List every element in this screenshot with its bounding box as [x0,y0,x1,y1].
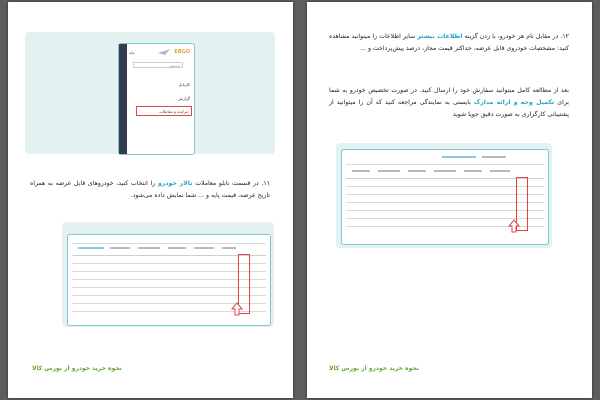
menu-item-report[interactable]: گزارش [177,96,190,101]
right-page [307,2,592,398]
step-11-pre: در قسمت تابلو معاملات [192,180,262,187]
panel-side-label: پایه [129,50,135,55]
step-12-post: سایر اطلاعات را میتوانید مشاهده کنید: مشخصات خودروی قابل عرضه، حداکثر قیمت مجاز، درصد پیش‌پرداخت و ... [329,33,569,52]
step-11-post: را انتخاب کنید، خودروهای قابل عرضه به همراه تاریخ عرضه، قیمت پایه و ... شما نمایش داده می‌شود. [30,180,270,199]
login-panel [118,43,195,155]
up-arrow-icon [231,302,243,316]
left-page [8,2,293,398]
more-info-screenshot [336,143,552,248]
menu-item-cartable[interactable]: کارتابل [178,82,190,87]
up-arrow-icon [508,219,520,233]
brand-logo: EBGO [174,49,190,55]
page-footer: نحوه خرید خودرو از بورس کالا [329,365,419,372]
step-12-number: ۱۲. [560,33,570,40]
order-pre: بعد از مطالعه کامل میتوانید سفارش خود را ارسال کنید. در صورت تخصیص خودرو به شما برای [329,87,569,106]
order-post: بایستی به نمایندگی مراجعه کنید که آن را میتوانید از پشتیبانی کارگزاری به صورت دقیق جویا شوید [329,99,569,118]
logo-bird-icon [158,49,170,55]
step-11-number: ۱۱. [261,180,270,187]
order-paragraph [329,85,569,121]
car-list-screenshot [62,222,274,327]
order-highlight: تکمیل وجه و ارائه مدارک [473,99,555,106]
search-input[interactable]: جستجو [133,62,183,68]
menu-item-auctions[interactable]: مزایده و معاملات [136,106,192,116]
step-11-paragraph [30,178,270,202]
panel-sidebar [119,44,127,154]
page-footer: نحوه خرید خودرو از بورس کالا [32,365,122,372]
step-11-highlight: تالار خودرو [157,180,193,187]
step-12-pre: در مقابل نام هر خودرو، با زدن گزینه [462,33,561,40]
step-12-paragraph [329,31,569,55]
login-screenshot [25,32,275,154]
step-12-highlight: اطلاعات بیشتر [417,33,463,40]
